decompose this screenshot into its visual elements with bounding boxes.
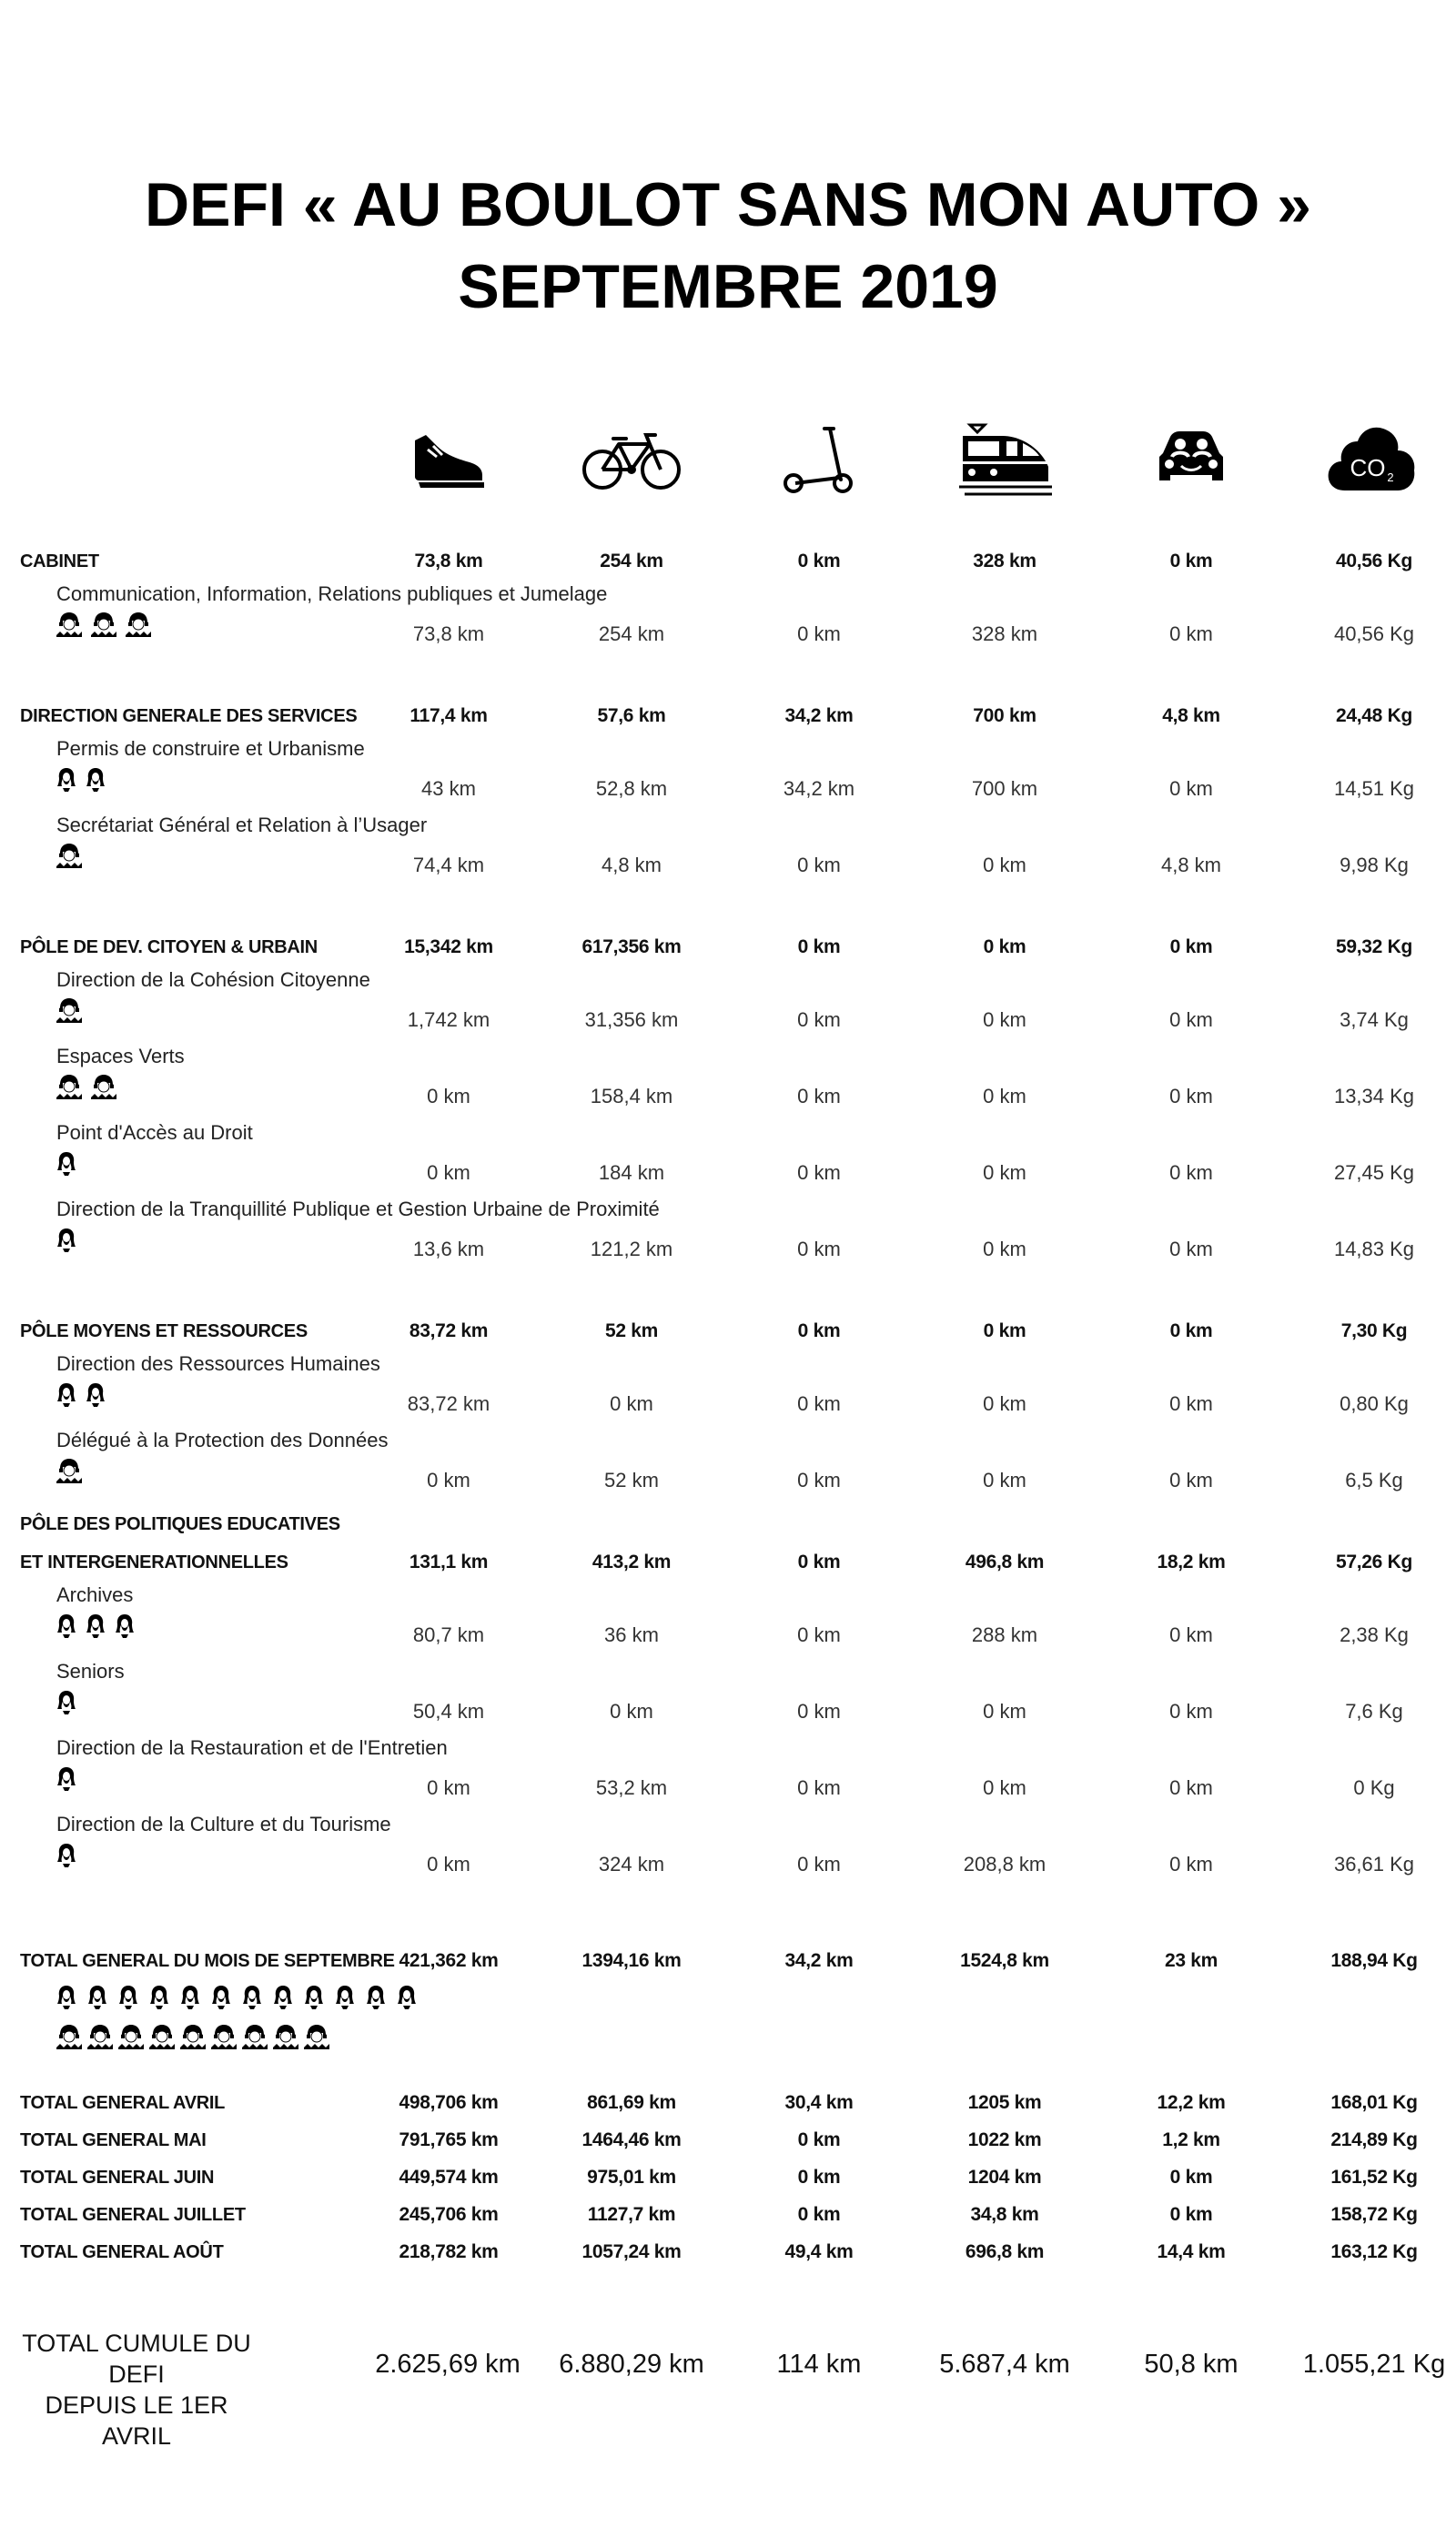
value-carpool: 0 km: [1169, 1320, 1213, 1341]
row-label: TOTAL GENERAL JUIN: [20, 2168, 215, 2188]
value-train: 700 km: [973, 705, 1036, 726]
value-co2: 0,80 Kg: [1340, 1392, 1409, 1415]
value-walk: 131,1 km: [409, 1552, 489, 1572]
sub-department-name: Communication, Information, Relations publiques et Jumelage: [56, 582, 608, 605]
row-label: CABINET: [20, 551, 99, 571]
value-train: 0 km: [983, 1700, 1026, 1723]
value-scooter: 34,2 km: [783, 777, 855, 800]
value-co2: 36,61 Kg: [1333, 1853, 1415, 1876]
value-scooter: 0 km: [797, 1623, 841, 1646]
value-carpool: 0 km: [1169, 1008, 1213, 1031]
value-co2: 57,26 Kg: [1336, 1552, 1412, 1572]
woman-icon: [304, 1984, 324, 2009]
value-carpool: 0 km: [1169, 551, 1213, 571]
value-scooter: 0 km: [797, 2167, 841, 2188]
value-walk: 449,574 km: [399, 2167, 499, 2188]
value-train: 1022 km: [967, 2129, 1042, 2150]
cumulative-total-row: [0, 2328, 1456, 2450]
value-co2: 40,56 Kg: [1333, 622, 1415, 645]
value-scooter: 0 km: [797, 1853, 841, 1876]
woman-icon: [56, 1984, 76, 2009]
value-walk: 0 km: [427, 1853, 470, 1876]
sub-department-name: Secrétariat Général et Relation à l’Usager: [56, 814, 428, 836]
value-carpool: 4,8 km: [1162, 705, 1220, 726]
value-walk: 73,8 km: [414, 551, 483, 571]
value-scooter: 0 km: [797, 2129, 841, 2150]
value-bike: 52 km: [604, 1320, 659, 1341]
woman-icon: [87, 1984, 107, 2009]
monthly-total-row: [0, 2237, 1456, 2268]
value-bike: 324 km: [598, 1853, 665, 1876]
value-train: 1205 km: [967, 2092, 1042, 2113]
section-total-row: [0, 1316, 1456, 1347]
value-carpool: 0 km: [1169, 777, 1213, 800]
value-co2: 7,30 Kg: [1340, 1320, 1408, 1341]
value-walk: 74,4 km: [412, 854, 485, 876]
value-walk: 1,742 km: [407, 1008, 490, 1031]
value-train: 0 km: [983, 936, 1026, 957]
sub-department-row: [0, 1696, 1456, 1727]
value-train: 328 km: [971, 622, 1038, 645]
sub-department-row: [0, 774, 1456, 804]
man-icon: [87, 2024, 113, 2049]
sub-department-name: Direction des Ressources Humaines: [56, 1352, 380, 1375]
train-icon: [945, 410, 1064, 510]
sub-department-row: [0, 1005, 1456, 1036]
value-carpool: 1,2 km: [1162, 2129, 1220, 2150]
value-train: 288 km: [971, 1623, 1038, 1646]
value-walk: 80,7 km: [412, 1623, 485, 1646]
man-icon: [273, 2024, 298, 2049]
value-bike: 52 km: [604, 1469, 659, 1491]
value-bike: 617,356 km: [581, 936, 682, 957]
woman-icon: [397, 1984, 417, 2009]
value-carpool: 0 km: [1169, 936, 1213, 957]
value-train: 1204 km: [967, 2167, 1042, 2188]
value-walk: 421,362 km: [399, 1950, 499, 1971]
value-scooter: 0 km: [797, 622, 841, 645]
section-total-row: [0, 546, 1456, 577]
value-scooter: 0 km: [797, 854, 841, 876]
monthly-total-row: [0, 2199, 1456, 2230]
value-train: 496,8 km: [965, 1552, 1045, 1572]
value-train: 208,8 km: [963, 1853, 1046, 1876]
value-carpool: 0 km: [1169, 622, 1213, 645]
man-icon: [149, 2024, 175, 2049]
sub-department-row: [0, 619, 1456, 650]
value-walk: 0 km: [427, 1085, 470, 1107]
value-carpool: 0 km: [1169, 1623, 1213, 1646]
monthly-total-row: [0, 2162, 1456, 2193]
value-bike: 254 km: [600, 551, 663, 571]
monthly-total-row: [0, 2088, 1456, 2118]
value-scooter: 0 km: [797, 1238, 841, 1260]
section-label-line1: PÔLE DES POLITIQUES EDUCATIVES: [20, 1514, 340, 1534]
woman-icon: [366, 1984, 386, 2009]
sub-department-name: Espaces Verts: [56, 1045, 185, 1067]
value-carpool: 0 km: [1169, 2204, 1213, 2225]
value-walk: 43 km: [421, 777, 476, 800]
man-icon: [304, 2024, 329, 2049]
value-bike: 184 km: [598, 1161, 665, 1184]
value-train: 0 km: [983, 1469, 1026, 1491]
row-label: TOTAL GENERAL AVRIL: [20, 2093, 226, 2113]
value-walk: 117,4 km: [410, 705, 488, 726]
sub-department-name: Direction de la Cohésion Citoyenne: [56, 968, 370, 991]
value-carpool: 0 km: [1169, 1700, 1213, 1723]
value-co2: 14,51 Kg: [1333, 777, 1415, 800]
sub-department-name: Direction de la Culture et du Tourisme: [56, 1813, 391, 1835]
sub-department-name: Permis de construire et Urbanisme: [56, 737, 365, 760]
section-total-row: [0, 932, 1456, 963]
value-scooter: 30,4 km: [784, 2092, 854, 2113]
value-co2: 163,12 Kg: [1330, 2241, 1418, 2262]
value-walk: 498,706 km: [399, 2092, 499, 2113]
section-heading-line: [0, 1509, 1456, 1540]
co2-cloud-icon: [1313, 410, 1431, 510]
value-scooter: 0 km: [797, 1008, 841, 1031]
value-co2: 7,6 Kg: [1345, 1700, 1403, 1723]
value-scooter: 0 km: [797, 1320, 841, 1341]
man-icon: [242, 2024, 268, 2049]
value-train: 0 km: [983, 1238, 1026, 1260]
value-train: 0 km: [983, 1776, 1026, 1799]
value-walk: 50,4 km: [412, 1700, 485, 1723]
value-co2: 2,38 Kg: [1340, 1623, 1409, 1646]
value-co2: 59,32 Kg: [1336, 936, 1412, 957]
value-carpool: 14,4 km: [1157, 2241, 1226, 2262]
value-carpool: 0 km: [1169, 1776, 1213, 1799]
row-label: TOTAL GENERAL JUILLET: [20, 2205, 246, 2225]
people-icons-male: [56, 2022, 329, 2049]
value-bike: 31,356 km: [584, 1008, 679, 1031]
value-co2: 188,94 Kg: [1330, 1950, 1418, 1971]
value-walk: 0 km: [427, 1776, 470, 1799]
value-carpool: 23 km: [1164, 1950, 1218, 1971]
value-train: 0 km: [983, 854, 1026, 876]
sub-department-name: Seniors: [56, 1660, 125, 1683]
svg-text:2: 2: [1387, 470, 1394, 484]
value-carpool: 18,2 km: [1157, 1552, 1226, 1572]
value-walk: 83,72 km: [407, 1392, 490, 1415]
value-carpool: 0 km: [1169, 1161, 1213, 1184]
shoe-icon: [389, 410, 508, 510]
value-bike: 861,69 km: [587, 2092, 676, 2113]
value-walk: 73,8 km: [412, 622, 485, 645]
value-train: 34,8 km: [970, 2204, 1039, 2225]
value-co2: 0 Kg: [1353, 1776, 1395, 1799]
sub-department-row: [0, 1234, 1456, 1265]
value-carpool: 0 km: [1169, 1392, 1213, 1415]
value-train: 700 km: [971, 777, 1038, 800]
value-bike: 121,2 km: [590, 1238, 673, 1260]
cumulative-value-carpool: 50,8 km: [1144, 2350, 1239, 2379]
sub-department-row: [0, 1849, 1456, 1880]
value-train: 0 km: [983, 1392, 1026, 1415]
value-co2: 168,01 Kg: [1330, 2092, 1418, 2113]
value-train: 696,8 km: [965, 2241, 1045, 2262]
value-walk: 13,6 km: [412, 1238, 485, 1260]
sub-department-name: Direction de la Tranquillité Publique et Gestion Urbaine de Proximité: [56, 1198, 660, 1220]
row-label: ET INTERGENERATIONNELLES: [20, 1552, 288, 1572]
row-label: PÔLE DE DEV. CITOYEN & URBAIN: [20, 937, 318, 957]
man-icon: [56, 2024, 82, 2049]
value-bike: 52,8 km: [595, 777, 668, 800]
woman-icon: [149, 1984, 169, 2009]
value-carpool: 0 km: [1169, 2167, 1213, 2188]
sub-department-row: [0, 1158, 1456, 1188]
value-bike: 975,01 km: [587, 2167, 676, 2188]
value-bike: 0 km: [610, 1700, 653, 1723]
row-label: DIRECTION GENERALE DES SERVICES: [20, 706, 358, 726]
sub-department-name: Point d'Accès au Droit: [56, 1121, 253, 1144]
value-bike: 1394,16 km: [581, 1950, 682, 1971]
value-co2: 214,89 Kg: [1330, 2129, 1418, 2150]
value-train: 0 km: [983, 1085, 1026, 1107]
carpool-icon: [1132, 410, 1250, 510]
value-scooter: 0 km: [797, 1700, 841, 1723]
scooter-icon: [760, 410, 878, 510]
title-line-1: DEFI « AU BOULOT SANS MON AUTO »: [144, 170, 1311, 239]
value-bike: 1057,24 km: [581, 2241, 682, 2262]
value-train: 0 km: [983, 1161, 1026, 1184]
cumulative-value-co2: 1.055,21 Kg: [1302, 2350, 1446, 2379]
value-carpool: 4,8 km: [1160, 854, 1222, 876]
cumulative-value-bike: 6.880,29 km: [559, 2350, 704, 2379]
value-walk: 0 km: [427, 1469, 470, 1491]
row-label: TOTAL GENERAL DU MOIS DE SEPTEMBRE: [20, 1951, 395, 1971]
sub-department-row: [0, 1773, 1456, 1804]
value-bike: 1464,46 km: [581, 2129, 682, 2150]
value-walk: 15,342 km: [404, 936, 493, 957]
woman-icon: [242, 1984, 262, 2009]
value-scooter: 0 km: [797, 1392, 841, 1415]
value-bike: 0 km: [610, 1392, 653, 1415]
man-icon: [118, 2024, 144, 2049]
value-walk: 0 km: [427, 1161, 470, 1184]
value-scooter: 0 km: [797, 551, 841, 571]
title-line-2: SEPTEMBRE 2019: [458, 252, 998, 321]
value-co2: 6,5 Kg: [1345, 1469, 1403, 1491]
woman-icon: [273, 1984, 293, 2009]
man-icon: [180, 2024, 206, 2049]
bicycle-icon: [572, 410, 691, 510]
woman-icon: [335, 1984, 355, 2009]
sub-department-name: Direction de la Restauration et de l'Entretien: [56, 1736, 448, 1759]
woman-icon: [180, 1984, 200, 2009]
value-walk: 791,765 km: [399, 2129, 499, 2150]
value-carpool: 0 km: [1169, 1085, 1213, 1107]
value-scooter: 0 km: [797, 1085, 841, 1107]
cumulative-total-label: TOTAL CUMULE DU DEFI DEPUIS LE 1ER AVRIL: [22, 2330, 251, 2450]
cumulative-value-scooter: 114 km: [776, 2350, 862, 2379]
value-co2: 13,34 Kg: [1333, 1085, 1415, 1107]
sub-department-name: Archives: [56, 1583, 134, 1606]
value-carpool: 12,2 km: [1157, 2092, 1226, 2113]
value-co2: 9,98 Kg: [1340, 854, 1409, 876]
value-co2: 27,45 Kg: [1333, 1161, 1415, 1184]
value-co2: 40,56 Kg: [1336, 551, 1412, 571]
page-title: [0, 164, 1456, 328]
total-september-row: [0, 1946, 1456, 1977]
value-train: 1524,8 km: [960, 1950, 1049, 1971]
value-bike: 4,8 km: [601, 854, 662, 876]
svg-text:CO: CO: [1350, 454, 1386, 481]
value-co2: 161,52 Kg: [1330, 2167, 1418, 2188]
value-train: 328 km: [973, 551, 1036, 571]
sub-department-row: [0, 1389, 1456, 1420]
row-label: TOTAL GENERAL MAI: [20, 2130, 207, 2150]
value-carpool: 0 km: [1169, 1469, 1213, 1491]
value-walk: 83,72 km: [409, 1320, 489, 1341]
value-scooter: 0 km: [797, 2204, 841, 2225]
value-scooter: 0 km: [797, 936, 841, 957]
section-total-row: [0, 701, 1456, 732]
value-train: 0 km: [983, 1320, 1026, 1341]
sub-department-row: [0, 1620, 1456, 1651]
row-label: PÔLE MOYENS ET RESSOURCES: [20, 1321, 308, 1341]
people-icons-female: [56, 1982, 417, 2009]
woman-icon: [211, 1984, 231, 2009]
value-bike: 57,6 km: [597, 705, 666, 726]
row-label: TOTAL GENERAL AOÛT: [20, 2242, 224, 2262]
value-scooter: 34,2 km: [784, 705, 854, 726]
section-total-row: [0, 1547, 1456, 1578]
man-icon: [211, 2024, 237, 2049]
value-bike: 158,4 km: [590, 1085, 673, 1107]
monthly-total-row: [0, 2125, 1456, 2156]
sub-department-row: [0, 1465, 1456, 1496]
value-scooter: 0 km: [797, 1469, 841, 1491]
value-co2: 158,72 Kg: [1330, 2204, 1418, 2225]
value-walk: 218,782 km: [399, 2241, 499, 2262]
value-co2: 14,83 Kg: [1333, 1238, 1415, 1260]
woman-icon: [118, 1984, 138, 2009]
value-walk: 245,706 km: [399, 2204, 499, 2225]
cumulative-value-train: 5.687,4 km: [939, 2350, 1070, 2379]
value-scooter: 34,2 km: [784, 1950, 854, 1971]
value-bike: 254 km: [598, 622, 665, 645]
value-carpool: 0 km: [1169, 1853, 1213, 1876]
sub-department-name: Délégué à la Protection des Données: [56, 1429, 389, 1451]
sub-department-row: [0, 850, 1456, 881]
value-bike: 1127,7 km: [587, 2204, 676, 2225]
sub-department-row: [0, 1081, 1456, 1112]
value-scooter: 0 km: [797, 1776, 841, 1799]
value-co2: 3,74 Kg: [1340, 1008, 1409, 1031]
mode-icons-header: [0, 410, 1456, 510]
value-co2: 24,48 Kg: [1336, 705, 1412, 726]
value-bike: 36 km: [604, 1623, 659, 1646]
value-bike: 413,2 km: [592, 1552, 672, 1572]
value-scooter: 0 km: [797, 1552, 841, 1572]
cumulative-value-walk: 2.625,69 km: [375, 2350, 521, 2379]
value-bike: 53,2 km: [595, 1776, 668, 1799]
value-scooter: 49,4 km: [784, 2241, 854, 2262]
value-train: 0 km: [983, 1008, 1026, 1031]
value-carpool: 0 km: [1169, 1238, 1213, 1260]
value-scooter: 0 km: [797, 1161, 841, 1184]
